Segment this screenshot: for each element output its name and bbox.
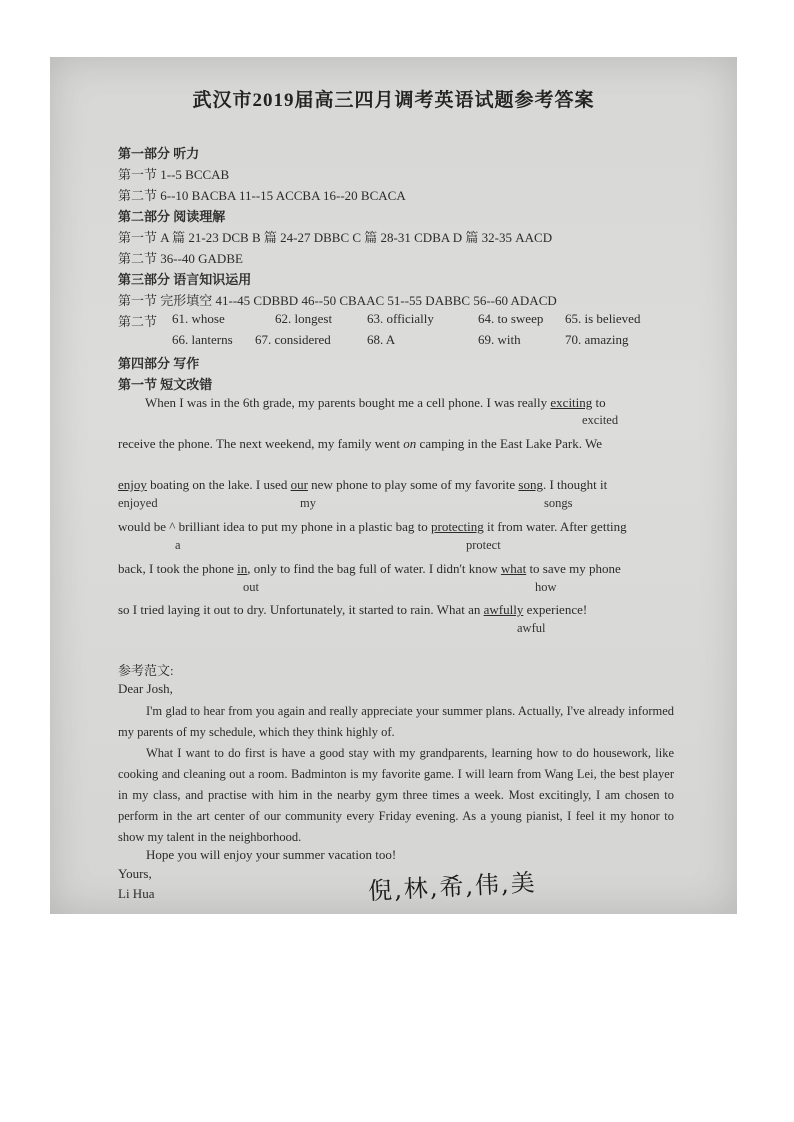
correction-word: out (243, 580, 259, 594)
text: , only to find the bag full of water. I didn't know (247, 561, 501, 576)
part1-heading: 第一部分 听力 (118, 146, 200, 161)
essay-greeting: Dear Josh, (118, 681, 173, 696)
text: camping in the East Lake Park. We (416, 436, 603, 451)
answer-62: 62. longest (275, 311, 333, 326)
answer-68: 68. A (367, 332, 396, 347)
text: new phone to play some of my favorite (307, 477, 519, 492)
text: would be ^ brilliant idea to put my phone in a plastic bag to (118, 519, 431, 534)
correction-word: my (300, 496, 316, 510)
correction-line-6 (118, 602, 587, 618)
correction-word: songs (544, 496, 573, 510)
error-word: enjoy (118, 477, 147, 492)
answer-67: 67. considered (255, 332, 331, 347)
answer-61: 61. whose (172, 311, 225, 326)
text: experience! (523, 602, 588, 617)
part4-heading: 第四部分 写作 (118, 356, 200, 371)
part1-section2: 第二节 6--10 BACBA 11--15 ACCBA 16--20 BCACA (118, 188, 406, 203)
answer-64: 64. to sweep (478, 311, 544, 326)
part3-section1: 第一节 完形填空 41--45 CDBBD 46--50 CBAAC 51--55 DABBC 56--60 ADACD (118, 293, 557, 308)
part2-section1: 第一节 A 篇 21-23 DCB B 篇 24-27 DBBC C 篇 28-31 CDBA D 篇 32-35 AACD (118, 230, 553, 245)
page-title: 武汉市2019届高三四月调考英语试题参考答案 (192, 90, 595, 111)
part4-section1: 第一节 短文改错 (118, 377, 213, 392)
text: to (592, 395, 606, 410)
error-word: protecting (430, 519, 484, 534)
part1-section1: 第一节 1--5 BCCAB (118, 167, 230, 182)
handwritten-mark: on (403, 436, 417, 451)
essay-paragraph-2: What I want to do first is have a good stay with my grandparents, learning how to do housework, like cooking and cleaning out a room. Badminton is my favorite game. I will learn from Wang Lei, the best player in my class, and practise with him in the nearby gym three times a week. Most excitingly, I am chosen to perform in the art center of our community every Friday evening. As a young pianist, I feel it my honor to show my talent in the neighborhood. (118, 746, 674, 844)
error-word: our (290, 477, 308, 492)
correction-word: a (175, 538, 181, 552)
correction-word: protect (466, 538, 501, 552)
error-word: in (237, 561, 248, 576)
part2-heading: 第二部分 阅读理解 (118, 209, 226, 224)
correction-word: how (535, 580, 557, 594)
text: back, I took the phone (118, 561, 238, 576)
answer-70: 70. amazing (565, 332, 629, 347)
answer-63: 63. officially (367, 311, 434, 326)
error-word: what (500, 561, 527, 576)
correction-line-2 (118, 436, 602, 452)
correction-line-1 (145, 395, 606, 411)
text: so I tried laying it out to dry. Unfortunately, it started to rain. What an (118, 602, 484, 617)
text: When I was in the 6th grade, my parents bought me a cell phone. I was really (145, 395, 551, 410)
text: it from water. After getting (483, 519, 627, 534)
essay-heading: 参考范文: (118, 663, 174, 678)
text: receive the phone. The next weekend, my family went (118, 436, 404, 451)
correction-line-4 (118, 519, 627, 535)
correction-word: enjoyed (118, 496, 158, 510)
document-photo (50, 57, 737, 914)
answer-65: 65. is believed (565, 311, 641, 326)
part3-section2-label: 第二节 (118, 314, 158, 329)
correction-line-3 (118, 477, 607, 493)
part3-heading: 第三部分 语言知识运用 (118, 272, 252, 287)
error-word: song (518, 477, 543, 492)
answer-69: 69. with (478, 332, 521, 347)
error-word: awfully (483, 602, 524, 617)
essay-sign-off: Yours, (118, 866, 152, 881)
correction-word: awful (517, 621, 546, 635)
essay-name: Li Hua (118, 886, 155, 901)
text: boating on the lake. I used (146, 477, 291, 492)
text: . I thought it (542, 477, 608, 492)
text: to save my phone (526, 561, 621, 576)
answer-66: 66. lanterns (172, 332, 233, 347)
essay-closing-line: Hope you will enjoy your summer vacation too! (146, 847, 397, 862)
error-word: exciting (550, 395, 593, 410)
handwritten-signature: 倪,林,希,伟,美 (367, 868, 538, 906)
essay-paragraph-1: I'm glad to hear from you again and really appreciate your summer plans. Actually, I've already informed my parents of my schedule, which they think highly of. (118, 704, 674, 739)
correction-word: excited (582, 413, 619, 427)
part2-section2: 第二节 36--40 GADBE (118, 251, 243, 266)
correction-line-5 (118, 561, 621, 577)
